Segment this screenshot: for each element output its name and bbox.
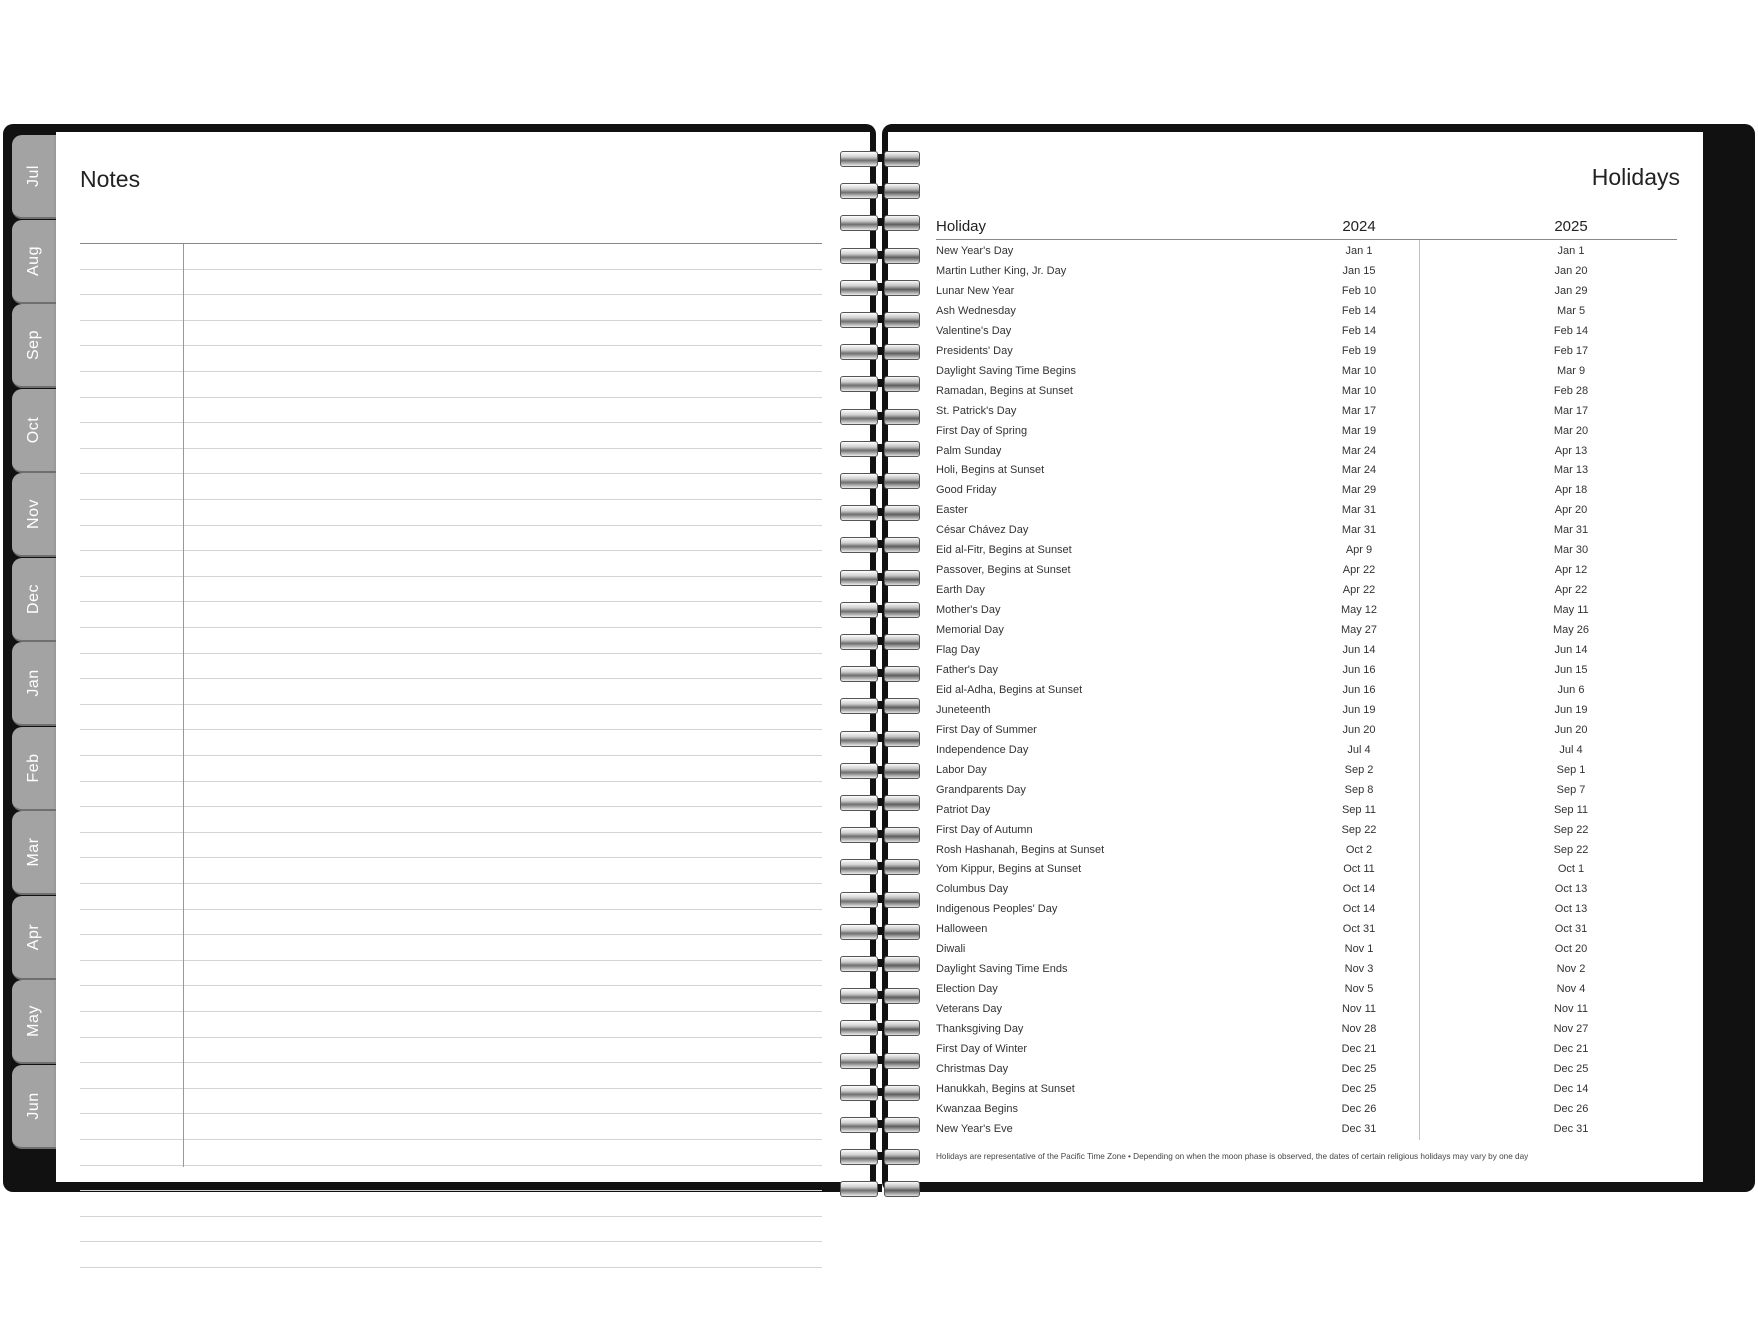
holiday-name: Passover, Begins at Sunset xyxy=(936,564,1071,577)
date-2024: Dec 25 xyxy=(1341,1062,1377,1075)
date-2025: Jun 15 xyxy=(1554,663,1588,676)
date-2025: Sep 11 xyxy=(1553,803,1589,816)
holiday-name: Juneteenth xyxy=(936,703,991,716)
date-2024: Mar 31 xyxy=(1341,524,1377,537)
notes-rule-line xyxy=(80,499,822,500)
notes-rule-line xyxy=(80,269,822,270)
holiday-name: Yom Kippur, Begins at Sunset xyxy=(936,863,1082,876)
holiday-name: Indigenous Peoples' Day xyxy=(936,903,1058,916)
month-tab-nov[interactable] xyxy=(12,473,56,557)
notes-rule-line xyxy=(80,473,822,474)
date-2025: Apr 12 xyxy=(1554,564,1588,577)
table-row xyxy=(936,601,1677,621)
date-2024: Jan 15 xyxy=(1342,264,1376,277)
spiral-coil xyxy=(838,148,922,168)
holiday-name: Independence Day xyxy=(936,743,1029,756)
holiday-name: Grandparents Day xyxy=(936,783,1026,796)
table-row xyxy=(936,501,1677,521)
month-tab-label: Dec xyxy=(25,583,42,614)
date-2025: Dec 25 xyxy=(1553,1062,1589,1075)
spiral-coil xyxy=(838,695,922,715)
month-tab-jan[interactable] xyxy=(12,642,56,726)
notes-title: Notes xyxy=(80,166,141,192)
table-row xyxy=(936,1020,1677,1040)
date-2025: Dec 14 xyxy=(1553,1082,1589,1095)
table-row xyxy=(936,841,1677,861)
holiday-name: Eid al-Adha, Begins at Sunset xyxy=(936,683,1083,696)
table-row xyxy=(936,422,1677,442)
holiday-name: Ramadan, Begins at Sunset xyxy=(936,384,1073,397)
notes-rule-line xyxy=(80,627,822,628)
holiday-name: Ash Wednesday xyxy=(936,304,1016,317)
date-2024: Dec 21 xyxy=(1341,1043,1377,1055)
date-2024: Apr 9 xyxy=(1345,544,1373,557)
spiral-coil xyxy=(838,1146,922,1166)
holiday-name: Columbus Day xyxy=(936,883,1009,896)
date-2025: Jun 14 xyxy=(1554,644,1588,656)
date-2025: Sep 22 xyxy=(1553,843,1589,856)
date-2025: Mar 9 xyxy=(1556,364,1586,377)
date-2024: Jun 20 xyxy=(1342,723,1376,736)
date-2024: May 12 xyxy=(1340,604,1378,617)
spiral-coil xyxy=(838,341,922,361)
month-tab-label: Feb xyxy=(25,752,42,783)
holiday-name: First Day of Winter xyxy=(936,1043,1028,1055)
notes-rule-line xyxy=(80,576,822,577)
date-2025: Nov 11 xyxy=(1553,1003,1589,1016)
date-2024: Mar 19 xyxy=(1341,424,1377,437)
spiral-coil xyxy=(838,309,922,329)
date-2024: Feb 14 xyxy=(1341,304,1377,317)
spiral-coil xyxy=(838,277,922,297)
notes-rule-line xyxy=(80,601,822,602)
spiral-coil xyxy=(838,792,922,812)
notes-rule-line xyxy=(80,1190,822,1191)
notes-rule-line xyxy=(80,1165,822,1166)
table-row xyxy=(936,302,1677,322)
table-row xyxy=(936,781,1677,801)
table-row xyxy=(936,342,1677,362)
notes-rule-line xyxy=(80,729,822,730)
table-row xyxy=(936,960,1677,980)
date-2024: Jan 1 xyxy=(1345,245,1373,257)
date-2025: Mar 31 xyxy=(1553,524,1589,537)
notes-rule-line xyxy=(80,448,822,449)
holidays-page xyxy=(888,132,1703,1182)
date-2024: Dec 31 xyxy=(1341,1122,1377,1135)
table-row xyxy=(936,561,1677,581)
spiral-coil xyxy=(838,502,922,522)
table-row xyxy=(936,701,1677,721)
date-2024: Feb 10 xyxy=(1341,284,1377,297)
date-2025: Oct 13 xyxy=(1554,903,1588,916)
table-row xyxy=(936,661,1677,681)
spiral-coil xyxy=(838,438,922,458)
notes-rule-line xyxy=(80,397,822,398)
notes-rule-line xyxy=(80,422,822,423)
spiral-coil xyxy=(838,856,922,876)
notes-rule-line xyxy=(80,909,822,910)
holiday-name: Memorial Day xyxy=(936,624,1004,637)
date-2025: Apr 18 xyxy=(1554,484,1588,497)
notes-rule-line xyxy=(80,1088,822,1089)
table-row xyxy=(936,1060,1677,1080)
holiday-name: Christmas Day xyxy=(936,1062,1009,1075)
notes-rule-line xyxy=(80,934,822,935)
date-2025: Mar 20 xyxy=(1553,424,1589,437)
date-2024: Apr 22 xyxy=(1342,564,1376,577)
date-2025: May 11 xyxy=(1553,604,1589,617)
notes-rule-line xyxy=(80,985,822,986)
spiral-coil xyxy=(838,663,922,683)
month-tab-label: Jun xyxy=(25,1091,42,1120)
month-tab-mar[interactable] xyxy=(12,811,56,895)
date-2025: Jul 4 xyxy=(1559,743,1583,756)
date-2024: Oct 11 xyxy=(1343,863,1375,876)
holiday-name: Palm Sunday xyxy=(936,444,1002,457)
date-2025: Sep 7 xyxy=(1556,783,1586,796)
holiday-name: Easter xyxy=(936,504,968,517)
month-tab-oct[interactable] xyxy=(12,389,56,473)
month-tab-label: Oct xyxy=(25,416,42,443)
spiral-coil xyxy=(838,1178,922,1198)
column-header-2025: 2025 xyxy=(1554,218,1588,235)
column-header-holiday: Holiday xyxy=(936,218,987,235)
date-2024: Mar 31 xyxy=(1341,504,1377,517)
date-2024: Nov 1 xyxy=(1344,943,1374,956)
table-row xyxy=(936,581,1677,601)
table-row xyxy=(936,242,1677,262)
holiday-name: Veterans Day xyxy=(936,1003,1003,1016)
spiral-coil xyxy=(838,728,922,748)
date-2025: Nov 4 xyxy=(1556,983,1586,996)
table-row xyxy=(936,721,1677,741)
holiday-name: Labor Day xyxy=(936,763,987,776)
date-2024: Mar 29 xyxy=(1341,484,1377,497)
date-2025: Dec 31 xyxy=(1553,1122,1589,1135)
holiday-name: Eid al-Fitr, Begins at Sunset xyxy=(936,544,1072,557)
notes-rule-line xyxy=(80,1113,822,1114)
notes-rule-line xyxy=(80,1011,822,1012)
holiday-name: Daylight Saving Time Ends xyxy=(936,963,1068,976)
date-2025: Mar 13 xyxy=(1553,464,1589,477)
date-2024: Mar 10 xyxy=(1341,364,1377,377)
date-2024: Sep 22 xyxy=(1341,823,1377,836)
holidays-footnote: Holidays are representative of the Pacific Time Zone • Depending on when the moon phase is observed, the dates of certain religious holidays may vary by one day xyxy=(936,1152,1529,1161)
date-2025: Jun 20 xyxy=(1554,723,1588,736)
spiral-binding xyxy=(838,148,922,1178)
date-2025: Oct 31 xyxy=(1554,923,1588,936)
spiral-coil xyxy=(838,921,922,941)
month-tab-label: Nov xyxy=(25,499,42,529)
spiral-coil xyxy=(838,180,922,200)
notes-rule-line xyxy=(80,678,822,679)
date-2025: Feb 14 xyxy=(1553,324,1589,337)
spiral-coil xyxy=(838,824,922,844)
date-2025: Dec 26 xyxy=(1553,1102,1589,1115)
month-tab-feb[interactable] xyxy=(12,727,56,811)
holiday-name: Mother's Day xyxy=(936,604,1001,617)
holiday-name: St. Patrick's Day xyxy=(936,404,1017,417)
holiday-name: Earth Day xyxy=(936,584,985,597)
spiral-coil xyxy=(838,245,922,265)
holiday-name: Halloween xyxy=(936,923,988,936)
date-2025: Mar 17 xyxy=(1553,404,1589,417)
notes-rule-line xyxy=(80,755,822,756)
column-header-2024: 2024 xyxy=(1342,218,1376,235)
table-row xyxy=(936,741,1677,761)
notes-rule-line xyxy=(80,960,822,961)
table-row xyxy=(936,920,1677,940)
table-row xyxy=(936,860,1677,880)
table-row xyxy=(936,1120,1677,1140)
date-2025: Oct 20 xyxy=(1554,943,1588,956)
date-2025: May 26 xyxy=(1552,624,1590,637)
month-tab-aug[interactable] xyxy=(12,220,56,304)
table-row xyxy=(936,940,1677,960)
spiral-coil xyxy=(838,406,922,426)
notes-rule-line xyxy=(80,1139,822,1140)
spiral-coil xyxy=(838,599,922,619)
date-2024: Oct 31 xyxy=(1342,923,1376,936)
table-row xyxy=(936,1000,1677,1020)
notes-page xyxy=(56,132,870,1182)
holiday-name: Patriot Day xyxy=(936,803,991,816)
notes-lined-area[interactable] xyxy=(80,243,822,1167)
date-2024: Oct 14 xyxy=(1342,903,1376,916)
table-row xyxy=(936,282,1677,302)
notes-rule-line xyxy=(80,345,822,346)
date-2025: Apr 20 xyxy=(1554,504,1588,517)
date-2024: Mar 17 xyxy=(1341,404,1377,417)
month-tab-label: Jul xyxy=(25,165,42,187)
holiday-name: First Day of Spring xyxy=(936,424,1028,437)
holiday-name: Good Friday xyxy=(936,484,997,497)
date-2025: Apr 22 xyxy=(1554,584,1588,597)
date-2025: Jun 19 xyxy=(1554,703,1588,716)
date-2025: Apr 13 xyxy=(1554,444,1588,457)
date-2024: Sep 11 xyxy=(1341,803,1377,816)
date-2025: Jan 20 xyxy=(1554,264,1588,277)
table-row xyxy=(936,442,1677,462)
notes-rule-line xyxy=(80,704,822,705)
date-2025: Feb 28 xyxy=(1553,384,1589,397)
date-2024: Jun 16 xyxy=(1342,683,1376,696)
table-row xyxy=(936,481,1677,501)
table-row xyxy=(936,322,1677,342)
holiday-name: Presidents' Day xyxy=(936,344,1013,357)
date-2024: May 27 xyxy=(1340,624,1378,637)
notes-rule-line xyxy=(80,832,822,833)
table-row xyxy=(936,1100,1677,1120)
date-2024: Dec 25 xyxy=(1341,1082,1377,1095)
holiday-name: Thanksgiving Day xyxy=(936,1023,1024,1036)
spiral-coil xyxy=(838,1082,922,1102)
spiral-coil xyxy=(838,212,922,232)
table-row xyxy=(936,681,1677,701)
spiral-coil xyxy=(838,953,922,973)
date-2025: Nov 27 xyxy=(1553,1023,1589,1036)
date-2025: Jan 29 xyxy=(1554,284,1588,297)
holiday-name: New Year's Eve xyxy=(936,1122,1013,1135)
notes-rule-line xyxy=(80,525,822,526)
month-tab-apr[interactable] xyxy=(12,896,56,980)
spiral-coil xyxy=(838,985,922,1005)
date-2024: Oct 14 xyxy=(1342,883,1376,896)
table-row xyxy=(936,801,1677,821)
date-2024: Mar 10 xyxy=(1341,384,1377,397)
date-2025: Dec 21 xyxy=(1553,1043,1589,1055)
notes-rule-line xyxy=(80,1216,822,1217)
month-tab-label: Sep xyxy=(25,330,42,360)
spiral-coil xyxy=(838,1050,922,1070)
spiral-coil xyxy=(838,1114,922,1134)
table-row xyxy=(936,521,1677,541)
holiday-name: Valentine's Day xyxy=(936,324,1012,337)
table-row xyxy=(936,541,1677,561)
table-row xyxy=(936,402,1677,422)
date-2024: Feb 14 xyxy=(1341,324,1377,337)
table-row xyxy=(936,641,1677,661)
spiral-coil xyxy=(838,889,922,909)
holiday-name: Daylight Saving Time Begins xyxy=(936,364,1077,377)
notes-rule-line xyxy=(80,857,822,858)
table-row xyxy=(936,621,1677,641)
date-2024: Nov 5 xyxy=(1344,983,1374,996)
holidays-title: Holidays xyxy=(1591,164,1680,190)
spiral-coil xyxy=(838,567,922,587)
holiday-name: César Chávez Day xyxy=(936,524,1029,537)
holiday-name: First Day of Summer xyxy=(936,723,1037,736)
holiday-name: Election Day xyxy=(936,983,998,996)
notes-rule-line xyxy=(80,1062,822,1063)
notes-rule-line xyxy=(80,653,822,654)
date-2025: Feb 17 xyxy=(1553,344,1589,357)
notes-rule-line xyxy=(80,806,822,807)
holiday-name: Lunar New Year xyxy=(936,284,1015,297)
holiday-name: Kwanzaa Begins xyxy=(936,1102,1018,1115)
date-2024: Jul 4 xyxy=(1347,743,1371,756)
table-header-rule xyxy=(936,239,1677,240)
month-tab-sep[interactable] xyxy=(12,304,56,388)
table-row xyxy=(936,821,1677,841)
holiday-name: Martin Luther King, Jr. Day xyxy=(936,264,1067,277)
table-row xyxy=(936,761,1677,781)
month-tab-jun[interactable] xyxy=(12,1065,56,1149)
spiral-coil xyxy=(838,534,922,554)
date-2024: Nov 11 xyxy=(1341,1003,1377,1016)
spiral-coil xyxy=(838,631,922,651)
spiral-coil xyxy=(838,373,922,393)
date-2025: Jan 1 xyxy=(1557,245,1585,257)
spiral-coil xyxy=(838,470,922,490)
date-2024: Jun 14 xyxy=(1342,644,1376,656)
date-2024: Jun 16 xyxy=(1342,663,1376,676)
notes-rule-line xyxy=(80,550,822,551)
date-2024: Dec 26 xyxy=(1341,1102,1377,1115)
notes-rule-line xyxy=(80,371,822,372)
date-2024: Sep 2 xyxy=(1344,763,1374,776)
month-tab-label: Apr xyxy=(25,923,42,950)
date-2025: Mar 5 xyxy=(1556,304,1586,317)
notes-rule-line xyxy=(80,781,822,782)
table-row xyxy=(936,1040,1677,1060)
month-tab-label: Mar xyxy=(25,837,42,867)
holiday-name: Rosh Hashanah, Begins at Sunset xyxy=(936,843,1105,856)
date-2024: Mar 24 xyxy=(1341,464,1377,477)
month-tab-label: May xyxy=(25,1005,42,1037)
date-2024: Mar 24 xyxy=(1341,444,1377,457)
holiday-name: New Year's Day xyxy=(936,245,1014,257)
holiday-name: Flag Day xyxy=(936,644,981,656)
month-tab-label: Jan xyxy=(25,669,42,697)
month-tab-may[interactable] xyxy=(12,980,56,1064)
notes-margin-line xyxy=(183,244,184,1167)
date-2025: Jun 6 xyxy=(1557,683,1585,696)
table-row xyxy=(936,880,1677,900)
date-2024: Feb 19 xyxy=(1341,344,1377,357)
notes-rule-line xyxy=(80,294,822,295)
date-2024: Nov 3 xyxy=(1344,963,1374,976)
date-2025: Oct 13 xyxy=(1554,883,1588,896)
notes-rule-line xyxy=(80,1037,822,1038)
date-2024: Sep 8 xyxy=(1344,783,1374,796)
spiral-coil xyxy=(838,760,922,780)
holiday-name: Diwali xyxy=(936,943,966,956)
month-tab-jul[interactable] xyxy=(12,135,56,219)
table-row xyxy=(936,900,1677,920)
date-2025: Mar 30 xyxy=(1553,544,1589,557)
date-2024: Jun 19 xyxy=(1342,703,1376,716)
notes-rule-line xyxy=(80,1241,822,1242)
date-2024: Nov 28 xyxy=(1341,1023,1377,1036)
month-tabs xyxy=(12,135,56,1175)
month-tab-label: Aug xyxy=(25,245,42,276)
holiday-name: First Day of Autumn xyxy=(936,823,1033,836)
date-2025: Oct 1 xyxy=(1557,863,1585,876)
table-row xyxy=(936,262,1677,282)
table-row xyxy=(936,980,1677,1000)
date-2025: Nov 2 xyxy=(1556,963,1586,976)
table-row xyxy=(936,382,1677,402)
holiday-name: Father's Day xyxy=(936,663,999,676)
holiday-name: Hanukkah, Begins at Sunset xyxy=(936,1082,1075,1095)
notes-rule-line xyxy=(80,1267,822,1268)
table-row xyxy=(936,362,1677,382)
month-tab-dec[interactable] xyxy=(12,558,56,642)
holiday-name: Holi, Begins at Sunset xyxy=(936,464,1045,477)
date-2025: Sep 1 xyxy=(1556,763,1586,776)
date-2024: Apr 22 xyxy=(1342,584,1376,597)
date-2024: Oct 2 xyxy=(1345,843,1373,856)
spiral-coil xyxy=(838,1017,922,1037)
notes-rule-line xyxy=(80,320,822,321)
date-2025: Sep 22 xyxy=(1553,823,1589,836)
table-row xyxy=(936,1080,1677,1100)
table-row xyxy=(936,461,1677,481)
notes-rule-line xyxy=(80,883,822,884)
